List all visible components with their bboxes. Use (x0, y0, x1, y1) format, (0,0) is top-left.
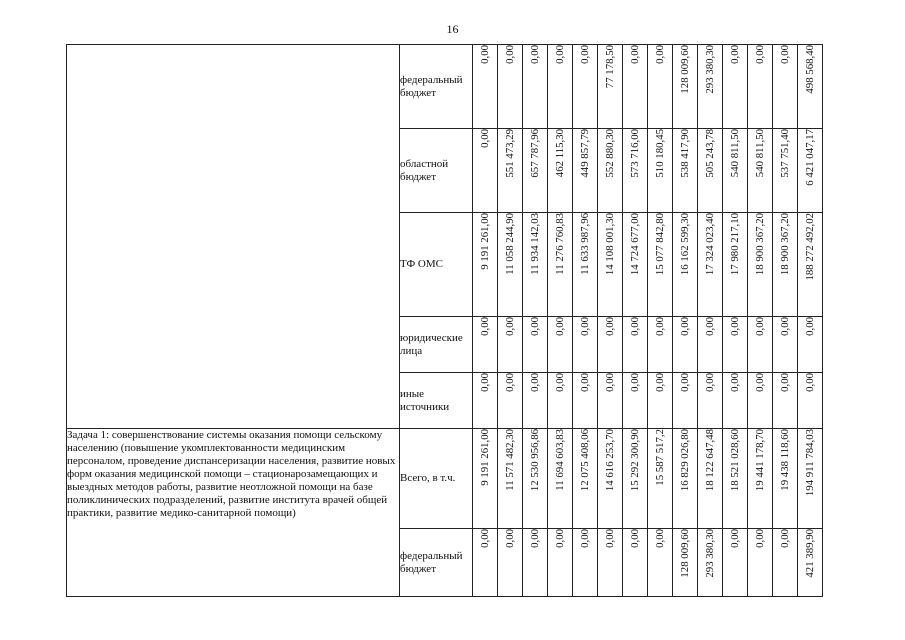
value-cell (698, 529, 723, 597)
funding-source-label: областной бюджет (400, 129, 473, 213)
value-cell (548, 529, 573, 597)
value-cell (723, 317, 748, 373)
value-cell (773, 373, 798, 429)
funding-source-label: юридические лица (400, 317, 473, 373)
value-text: 15 587 517,2 (653, 429, 666, 486)
value-text: 551 473,29 (503, 129, 516, 178)
value-cell (548, 45, 573, 129)
value-text: 12 530 956,86 (528, 429, 541, 492)
value-text: 9 191 261,00 (478, 429, 491, 486)
value-text: 0,00 (753, 373, 766, 392)
value-cell (673, 213, 698, 317)
value-cell (598, 129, 623, 213)
value-text: 0,00 (653, 529, 666, 548)
value-cell (798, 429, 823, 529)
value-text: 77 178,50 (603, 45, 616, 89)
value-cell (573, 529, 598, 597)
value-cell (648, 213, 673, 317)
value-cell (673, 529, 698, 597)
value-text: 19 441 178,70 (753, 429, 766, 492)
value-text: 18 122 647,48 (703, 429, 716, 492)
funding-source-label: иные источники (400, 373, 473, 429)
value-cell (798, 45, 823, 129)
value-text: 540 811,50 (753, 129, 766, 178)
value-cell (623, 429, 648, 529)
value-cell (648, 373, 673, 429)
page-number: 16 (446, 22, 459, 36)
value-text: 0,00 (778, 45, 791, 64)
value-cell (773, 45, 798, 129)
value-cell (523, 429, 548, 529)
value-cell (523, 529, 548, 597)
value-text: 0,00 (753, 45, 766, 64)
value-cell (773, 529, 798, 597)
value-cell (748, 373, 773, 429)
value-text: 0,00 (503, 529, 516, 548)
value-cell (748, 429, 773, 529)
value-cell (573, 129, 598, 213)
value-text: 510 180,45 (653, 129, 666, 178)
value-cell (598, 429, 623, 529)
value-cell (498, 45, 523, 129)
value-text: 0,00 (728, 45, 741, 64)
value-cell (498, 429, 523, 529)
value-cell (523, 213, 548, 317)
value-text: 0,00 (728, 373, 741, 392)
value-cell (523, 317, 548, 373)
value-text: 0,00 (703, 317, 716, 336)
value-cell (798, 373, 823, 429)
value-text: 0,00 (703, 373, 716, 392)
value-text: 0,00 (728, 529, 741, 548)
value-text: 11 694 603,83 (553, 429, 566, 491)
value-text: 0,00 (528, 317, 541, 336)
value-cell (748, 213, 773, 317)
value-cell (573, 429, 598, 529)
value-cell (548, 429, 573, 529)
funding-source-label: федеральный бюджет (400, 45, 473, 129)
value-text: 0,00 (503, 373, 516, 392)
value-text: 552 880,30 (603, 129, 616, 178)
value-cell (623, 317, 648, 373)
value-text: 11 276 760,83 (553, 213, 566, 275)
value-text: 540 811,50 (728, 129, 741, 178)
value-text: 18 521 028,60 (728, 429, 741, 492)
value-cell (723, 529, 748, 597)
value-cell (798, 317, 823, 373)
value-text: 6 421 047,17 (803, 129, 816, 186)
value-text: 0,00 (778, 373, 791, 392)
value-cell (623, 529, 648, 597)
value-cell (698, 45, 723, 129)
value-text: 0,00 (478, 529, 491, 548)
value-cell (723, 429, 748, 529)
value-text: 0,00 (678, 317, 691, 336)
value-cell (523, 45, 548, 129)
value-text: 15 077 842,80 (653, 213, 666, 276)
funding-source-label: ТФ ОМС (400, 213, 473, 317)
value-text: 0,00 (803, 373, 816, 392)
value-text: 11 633 987,96 (578, 213, 591, 275)
value-cell (473, 129, 498, 213)
value-cell (548, 373, 573, 429)
table-row (67, 429, 823, 529)
value-cell (573, 373, 598, 429)
value-text: 18 900 367,20 (753, 213, 766, 276)
value-cell (473, 373, 498, 429)
value-cell (623, 373, 648, 429)
value-cell (773, 213, 798, 317)
value-cell (573, 213, 598, 317)
value-text: 9 191 261,00 (478, 213, 491, 270)
value-text: 498 568,40 (803, 45, 816, 94)
value-text: 0,00 (603, 529, 616, 548)
value-cell (623, 213, 648, 317)
value-cell (623, 129, 648, 213)
value-text: 0,00 (603, 373, 616, 392)
value-cell (648, 45, 673, 129)
value-text: 0,00 (653, 373, 666, 392)
value-cell (673, 373, 698, 429)
value-cell (648, 317, 673, 373)
value-text: 0,00 (628, 529, 641, 548)
value-cell (548, 129, 573, 213)
value-cell (598, 529, 623, 597)
value-text: 0,00 (503, 45, 516, 64)
value-cell (698, 373, 723, 429)
value-text: 16 829 026,80 (678, 429, 691, 492)
value-cell (798, 129, 823, 213)
value-cell (523, 373, 548, 429)
value-text: 449 857,79 (578, 129, 591, 178)
value-text: 188 272 492,02 (803, 213, 816, 281)
value-text: 505 243,78 (703, 129, 716, 178)
value-cell (698, 317, 723, 373)
value-text: 462 115,30 (553, 129, 566, 178)
value-cell (473, 45, 498, 129)
value-text: 0,00 (528, 45, 541, 64)
value-cell (673, 45, 698, 129)
value-cell (498, 317, 523, 373)
value-cell (798, 213, 823, 317)
value-text: 18 900 367,20 (778, 213, 791, 276)
value-cell (573, 317, 598, 373)
value-text: 128 009,60 (678, 45, 691, 94)
value-cell (673, 129, 698, 213)
value-text: 0,00 (628, 45, 641, 64)
value-text: 11 934 142,03 (528, 213, 541, 275)
value-cell (648, 429, 673, 529)
value-cell (498, 213, 523, 317)
value-text: 0,00 (553, 529, 566, 548)
value-cell (523, 129, 548, 213)
value-cell (723, 213, 748, 317)
value-cell (748, 129, 773, 213)
value-cell (748, 529, 773, 597)
value-text: 12 075 408,06 (578, 429, 591, 492)
value-text: 537 751,40 (778, 129, 791, 178)
value-cell (598, 213, 623, 317)
value-text: 14 724 677,00 (628, 213, 641, 276)
value-cell (598, 373, 623, 429)
value-cell (548, 213, 573, 317)
value-text: 538 417,90 (678, 129, 691, 178)
value-text: 421 389,90 (803, 529, 816, 578)
value-text: 0,00 (803, 317, 816, 336)
value-cell (598, 45, 623, 129)
value-text: 14 108 001,30 (603, 213, 616, 276)
budget-table (66, 44, 823, 597)
value-cell (698, 213, 723, 317)
value-text: 16 162 599,30 (678, 213, 691, 276)
value-cell (573, 45, 598, 129)
value-cell (498, 129, 523, 213)
funding-source-label: Всего, в т.ч. (400, 429, 473, 529)
value-cell (498, 373, 523, 429)
value-cell (473, 213, 498, 317)
value-text: 0,00 (653, 45, 666, 64)
value-text: 19 438 118,60 (778, 429, 791, 491)
value-text: 0,00 (628, 317, 641, 336)
value-text: 0,00 (553, 45, 566, 64)
value-text: 0,00 (503, 317, 516, 336)
value-cell (723, 129, 748, 213)
value-text: 0,00 (578, 45, 591, 64)
value-cell (773, 429, 798, 529)
value-text: 0,00 (778, 529, 791, 548)
value-text: 0,00 (553, 317, 566, 336)
value-text: 11 058 244,90 (503, 213, 516, 275)
value-text: 293 380,30 (703, 529, 716, 578)
value-cell (473, 429, 498, 529)
value-text: 0,00 (553, 373, 566, 392)
value-text: 0,00 (753, 317, 766, 336)
value-text: 0,00 (678, 373, 691, 392)
value-text: 11 571 482,30 (503, 429, 516, 491)
value-text: 0,00 (478, 317, 491, 336)
value-cell (623, 45, 648, 129)
value-cell (598, 317, 623, 373)
value-cell (698, 429, 723, 529)
value-text: 573 716,00 (628, 129, 641, 178)
value-text: 657 787,96 (528, 129, 541, 178)
value-text: 15 292 300,90 (628, 429, 641, 492)
value-text: 0,00 (653, 317, 666, 336)
value-cell (473, 317, 498, 373)
value-cell (473, 529, 498, 597)
value-cell (673, 317, 698, 373)
value-text: 293 380,30 (703, 45, 716, 94)
value-cell (548, 317, 573, 373)
value-text: 0,00 (778, 317, 791, 336)
value-text: 17 980 217,10 (728, 213, 741, 276)
value-text: 0,00 (628, 373, 641, 392)
value-cell (723, 373, 748, 429)
value-cell (673, 429, 698, 529)
value-text: 0,00 (478, 129, 491, 148)
value-text: 17 324 023,40 (703, 213, 716, 276)
value-text: 0,00 (578, 373, 591, 392)
value-cell (723, 45, 748, 129)
table-row (67, 45, 823, 129)
empty-description-cell (67, 45, 400, 429)
value-text: 0,00 (728, 317, 741, 336)
value-text: 0,00 (478, 373, 491, 392)
value-text: 14 616 253,70 (603, 429, 616, 492)
value-text: 0,00 (528, 529, 541, 548)
value-text: 128 009,60 (678, 529, 691, 578)
value-cell (648, 529, 673, 597)
value-cell (748, 45, 773, 129)
value-text: 0,00 (603, 317, 616, 336)
value-cell (748, 317, 773, 373)
value-text: 0,00 (753, 529, 766, 548)
value-cell (798, 529, 823, 597)
value-cell (773, 317, 798, 373)
value-text: 0,00 (528, 373, 541, 392)
value-cell (498, 529, 523, 597)
value-cell (773, 129, 798, 213)
task-description-cell: Задача 1: совершенствование системы оказания помощи сельскому населению (повышение укомплектованности медицинским персоналом, проведение диспансеризации населения, развитие новых форм оказания медицинской помощи – стационарозамещающих и выездных методов работы, развитие неотложной помощи на базе поликлинических подразделений, развитие института врачей общей практики, развитие медико-санитарной помощи) (67, 429, 400, 597)
value-cell (698, 129, 723, 213)
value-text: 194 911 784,03 (803, 429, 816, 497)
value-text: 0,00 (578, 317, 591, 336)
value-text: 0,00 (478, 45, 491, 64)
value-cell (648, 129, 673, 213)
funding-source-label: федеральный бюджет (400, 529, 473, 597)
value-text: 0,00 (578, 529, 591, 548)
